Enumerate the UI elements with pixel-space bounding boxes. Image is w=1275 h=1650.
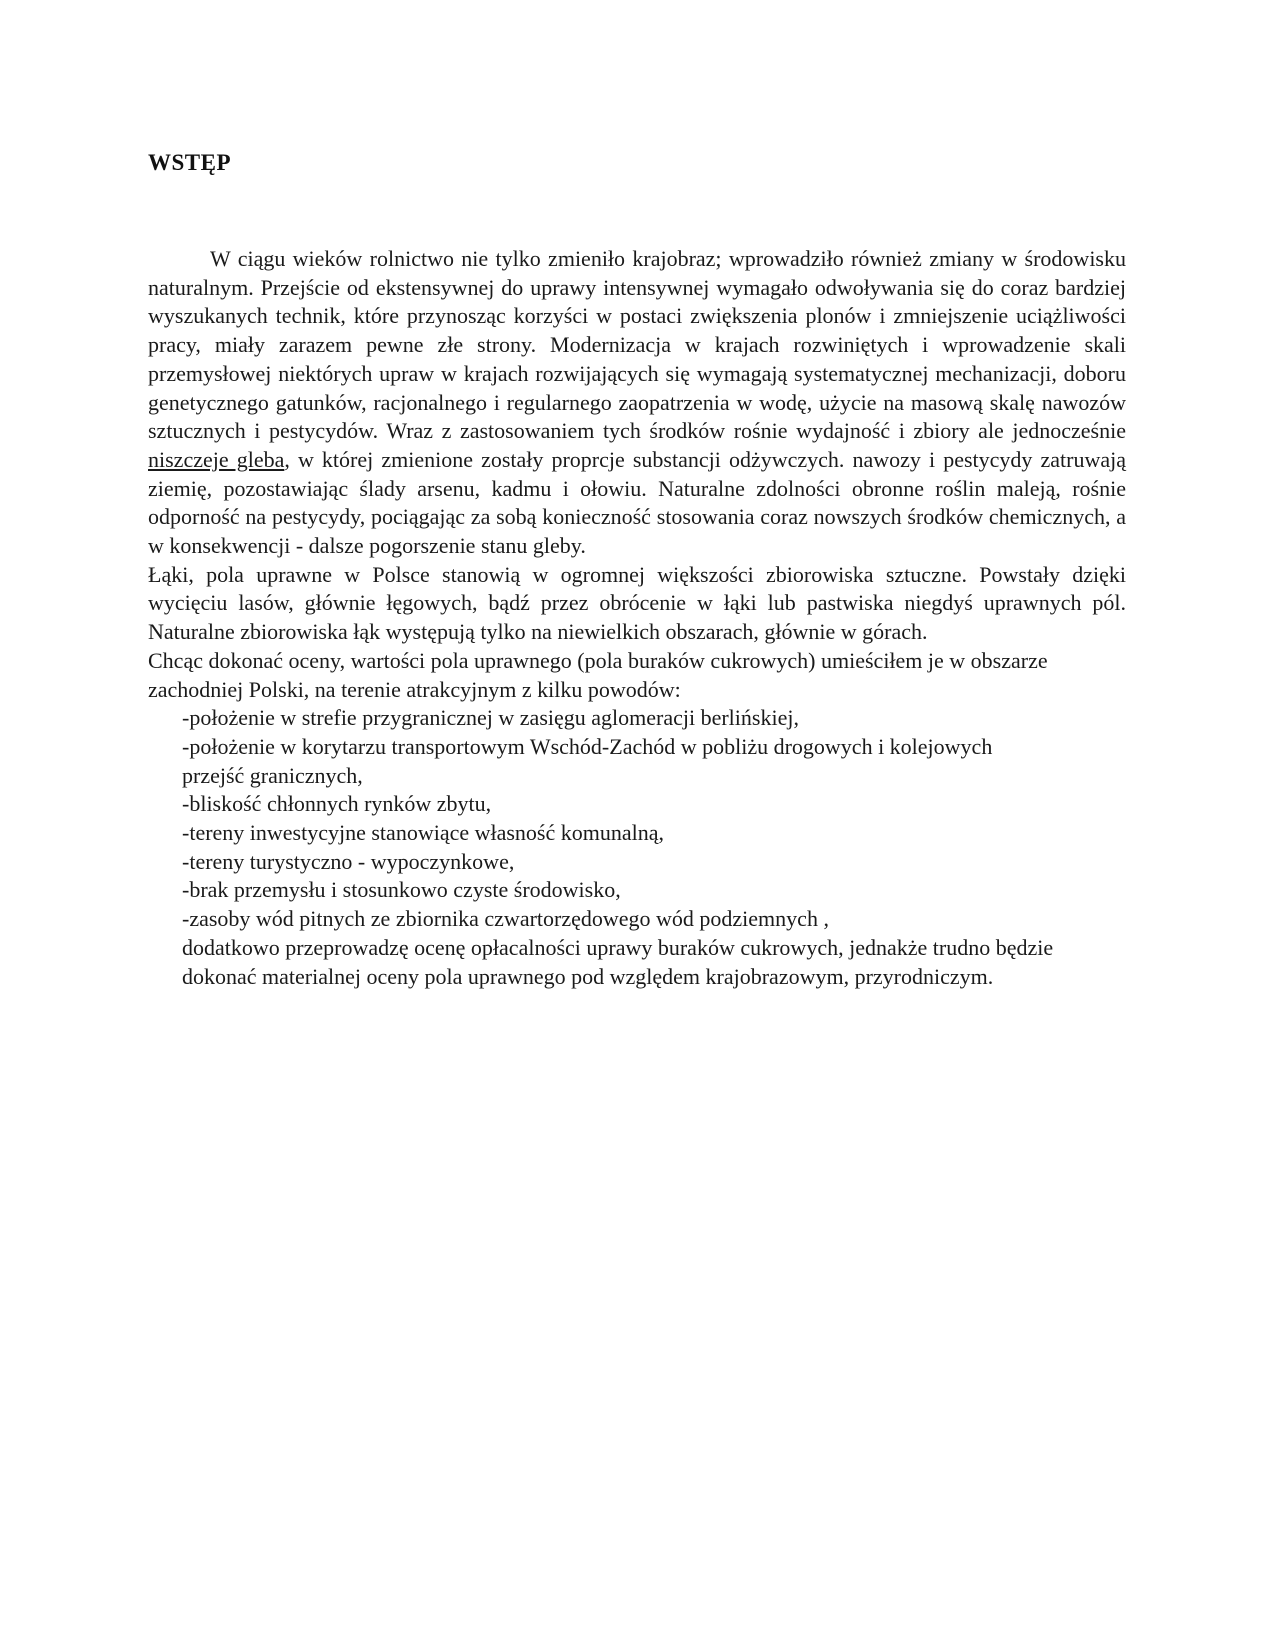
list-item: -tereny turystyczno - wypoczynkowe, [182, 848, 515, 874]
reasons-list [148, 704, 1126, 934]
paragraph-intro-part2: , w której zmienione zostały proprcje substancji odżywczych. nawozy i pestycydy zatruwają ziemię, pozostawiając ślady arsenu, kadmu i ołowiu. Naturalne zdolności obronne roślin maleją, rośnie odporność na pestycydy, pociągając za sobą konieczność stosowania coraz nowszych środków chemicznych, a w konsekwencji - dalsze pogorszenie stanu gleby. [148, 446, 1126, 559]
underlined-phrase: niszczeje gleba [148, 446, 285, 472]
paragraph-meadows: Łąki, pola uprawne w Polsce stanowią w ogromnej większości zbiorowiska sztuczne. Powstały dzięki wycięciu lasów, głównie łęgowych, bądź przez obrócenie w łąki lub pastwiska niegdyś uprawnych pól. Naturalne zbiorowiska łąk występują tylko na niewielkich obszarach, głównie w górach. [148, 561, 1126, 645]
paragraph-closing: dodatkowo przeprowadzę ocenę opłacalności uprawy buraków cukrowych, jednakże trudno będzie dokonać materialnej oceny pola uprawnego pod względem krajobrazowym, przyrodniczym. [182, 934, 1054, 989]
list-item: -zasoby wód pitnych ze zbiornika czwartorzędowego wód podziemnych , [182, 906, 829, 932]
list-item: -brak przemysłu i stosunkowo czyste środowisko, [182, 877, 621, 903]
paragraph-evaluation: Chcąc dokonać oceny, wartości pola uprawnego (pola buraków cukrowych) umieściłem je w obszarze zachodniej Polski, na terenie atrakcyjnym z kilku powodów: [148, 647, 1048, 702]
list-item: -położenie w korytarzu transportowym Wschód-Zachód w pobliżu drogowych i kolejowych przejść granicznych, [182, 733, 993, 788]
document-heading: WSTĘP [148, 150, 232, 175]
list-item: -położenie w strefie przygranicznej w zasięgu aglomeracji berlińskiej, [182, 705, 799, 731]
paragraph-intro-part1: W ciągu wieków rolnictwo nie tylko zmieniło krajobraz; wprowadziło również zmiany w środowisku naturalnym. Przejście od ekstensywnej do uprawy intensywnej wymagało odwoływania się do coraz bardziej wyszukanych technik, które przynosząc korzyści w postaci zwiększenia plonów i zmniejszenie uciążliwości pracy, miały zarazem pewne złe strony. Modernizacja w krajach rozwiniętych i wprowadzenie skali przemysłowej niektórych upraw w krajach rozwijających się wymagają systematycznej mechanizacji, doboru genetycznego gatunków, racjonalnego i regularnego zaopatrzenia w wodę, użycie na masową skalę nawozów sztucznych i pestycydów. Wraz z zastosowaniem tych środków rośnie wydajność i zbiory ale jednocześnie [148, 246, 1126, 444]
list-item: -bliskość chłonnych rynków zbytu, [182, 791, 492, 817]
document-body [148, 245, 1126, 991]
paragraph-intro [148, 245, 1126, 561]
list-item: -tereny inwestycyjne stanowiące własność komunalną, [182, 820, 665, 846]
